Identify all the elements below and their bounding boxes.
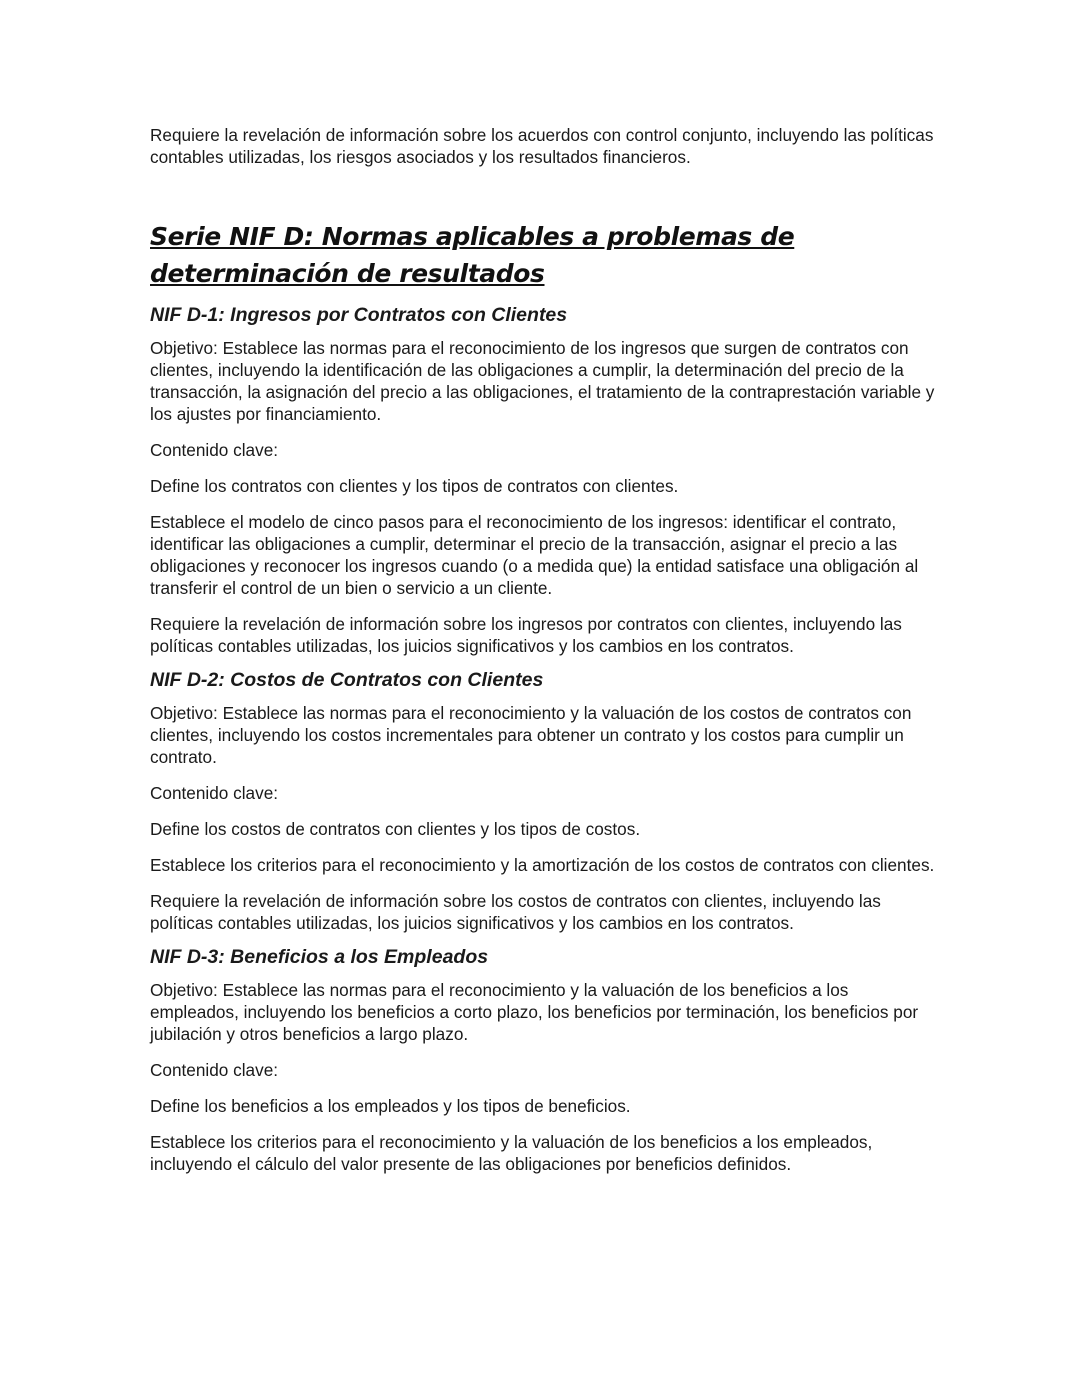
- intro-paragraph: Requiere la revelación de información sobre los acuerdos con control conjunto, incluyendo las políticas contables utilizadas, los riesgos asociados y los resultados financieros.: [150, 125, 934, 167]
- key-content-label: Contenido clave:: [150, 783, 279, 803]
- body-paragraph: Requiere la revelación de información sobre los ingresos por contratos con clientes, incluyendo las políticas contables utilizadas, los juicios significativos y los cambios en los contratos.: [150, 614, 902, 656]
- body-paragraph: Define los beneficios a los empleados y los tipos de beneficios.: [150, 1096, 631, 1116]
- section-nif-d1: [150, 302, 940, 657]
- objective-paragraph: Objetivo: Establece las normas para el reconocimiento de los ingresos que surgen de contratos con clientes, incluyendo la identificación de las obligaciones a cumplir, la determinación del precio de la transacción, la asignación del precio a las obligaciones, el tratamiento de la contraprestación variable y los ajustes por financiamiento.: [150, 338, 935, 424]
- objective-paragraph: Objetivo: Establece las normas para el reconocimiento y la valuación de los beneficios a los empleados, incluyendo los beneficios a corto plazo, los beneficios por terminación, los beneficios por jubilación y otros beneficios a largo plazo.: [150, 980, 919, 1044]
- section-nif-d2: [150, 667, 940, 934]
- body-paragraph: Establece los criterios para el reconocimiento y la valuación de los beneficios a los empleados, incluyendo el cálculo del valor presente de las obligaciones por beneficios definidos.: [150, 1132, 873, 1174]
- body-paragraph: Establece el modelo de cinco pasos para el reconocimiento de los ingresos: identificar el contrato, identificar las obligaciones a cumplir, determinar el precio de la transacción, asignar el precio a las obligaciones y reconocer los ingresos cuando (o a medida que) la entidad satisface una obligación al transferir el control de un bien o servicio a un cliente.: [150, 512, 919, 598]
- key-content-label: Contenido clave:: [150, 440, 279, 460]
- document-page: [150, 124, 940, 1185]
- body-paragraph: Establece los criterios para el reconocimiento y la amortización de los costos de contratos con clientes.: [150, 855, 935, 875]
- section-title: NIF D-3: Beneficios a los Empleados: [150, 946, 489, 968]
- body-paragraph: Define los costos de contratos con clientes y los tipos de costos.: [150, 819, 641, 839]
- section-title: NIF D-2: Costos de Contratos con Clientes: [150, 669, 544, 691]
- section-nif-d3: [150, 944, 940, 1175]
- series-heading: Serie NIF D: Normas aplicables a problemas de determinación de resultados: [150, 222, 795, 288]
- section-title: NIF D-1: Ingresos por Contratos con Clientes: [150, 304, 568, 326]
- body-paragraph: Define los contratos con clientes y los tipos de contratos con clientes.: [150, 476, 679, 496]
- objective-paragraph: Objetivo: Establece las normas para el reconocimiento y la valuación de los costos de contratos con clientes, incluyendo los costos incrementales para obtener un contrato y los costos para cumplir un contrato.: [150, 703, 912, 767]
- body-paragraph: Requiere la revelación de información sobre los costos de contratos con clientes, incluyendo las políticas contables utilizadas, los juicios significativos y los cambios en los contratos.: [150, 891, 881, 933]
- key-content-label: Contenido clave:: [150, 1060, 279, 1080]
